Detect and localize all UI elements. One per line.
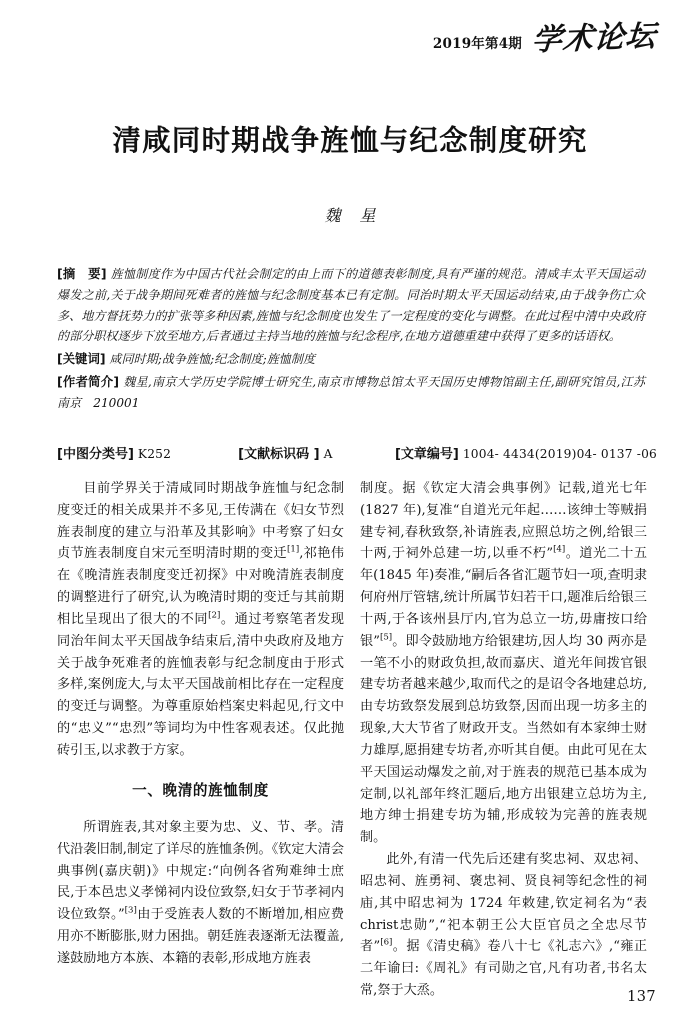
intro-text-b: ,祁艳伟在《晚清旌表制度变迁初探》中对晚清旌表制度的调整进行了研究,认为晚清时期的变迁与其前期相比呈现出了很大的不同 — [57, 546, 344, 627]
intro-text-c: 。通过考察笔者发现同治年间太平天国战争结束后,清中央政府及地方关于战争死难者的旌恤表彰与纪念制度由于形式多样,案例庞大,与太平天国战前相比存在一定程度的变迁与调整。为尊重原始档案史料起见,行文中的“忠义”“忠烈”等词均为中性客观表述。仅此抛砖引玉,以求教于方家。 — [57, 611, 344, 758]
section1-p2-text-b: 。据《清史稿》卷八十七《礼志六》,“雍正二年谕曰:《周礼》有司勋之官,凡有功者,书名太常,祭于大烝。 — [360, 939, 647, 999]
keywords-text: 咸同时期;战争旌恤;纪念制度;旌恤制度 — [109, 352, 316, 367]
running-head — [432, 18, 658, 59]
author-bio-label: [作者简介] — [57, 373, 120, 389]
article-number — [395, 443, 657, 462]
abstract-label: [摘 要] — [57, 266, 107, 281]
reference-marker-2: [2] — [208, 610, 221, 621]
article-number-value: 1004- 4434(2019)04- 0137 -06 — [462, 447, 657, 461]
abstract-text: 旌恤制度作为中国古代社会制定的由上而下的道德表彰制度,具有严谨的规范。清咸丰太平天国运动爆发之前,关于战争期间死难者的旌恤与纪念制度基本已有定制。同治时期太平天国运动结束,由于战争伤亡众多、地方督抚势力的扩张等多种因素,旌恤与纪念制度也发生了一定程度的变化与调整。在此过程中清中央政府的部分职权逐步下放至地方,后者通过主持当地的旌恤与纪念程序,在地方道德重建中获得了更多的话语权。 — [57, 267, 645, 344]
author-bio-paragraph — [57, 371, 658, 414]
section1-text-a: 所谓旌表,其对象主要为忠、义、节、孝。清代沿袭旧制,制定了详尽的旌恤条例。《钦定大清会典事例(嘉庆朝)》中规定:“向例各省殉难绅士庶民,于本邑忠义孝悌祠内设位致祭,妇女于节孝祠内设位致祭。” — [57, 819, 344, 923]
paragraph-section1-2 — [360, 849, 647, 1002]
right-column — [360, 478, 647, 998]
clc-value: K252 — [137, 447, 172, 461]
reference-marker-3: [3] — [124, 905, 137, 916]
clc-number — [57, 443, 238, 462]
keywords-paragraph — [57, 348, 645, 370]
intro-text-a: 目前学界关于清咸同时期战争旌恤与纪念制度变迁的相关成果并不多见,王传满在《妇女节烈旌表制度的建立与沿革及其影响》中考察了妇女贞节旌表制度自宋元至明清时期的变迁 — [57, 481, 344, 562]
document-code-value: A — [323, 447, 333, 461]
issue-label: 2019年第4期 — [432, 35, 522, 52]
left-column — [57, 478, 344, 998]
journal-name-logo: 学术论坛 — [530, 18, 658, 59]
author-bio-text: 魏星,南京大学历史学院博士研究生,南京市博物总馆太平天国历史博物馆副主任,副研究馆员,江苏 南京 210001 — [57, 374, 658, 410]
section1-cont-text-c: 。即令鼓励地方给银建坊,因人均 30 两亦是一笔不小的财政负担,故而嘉庆、道光年间拨官银建专坊者越来越少,取而代之的是诏令各地建总坊,由专坊致祭发展到总坊致祭,因而出现一坊多主的现象,大大节省了财政开支。当然如有本家绅士财力雄厚,愿捐建专坊者,亦听其自便。由此可见在太平天国运动爆发之前,对于旌表的规范已基本成为定制,以礼部年终汇题后,地方出银建立总坊为主,地方绅士捐建专坊为辅,形成较为完善的旌表规制。 — [360, 633, 647, 846]
section-heading-1: 一、晚清的旌恤制度 — [132, 781, 269, 799]
section1-cont-text-a: 制度。据《钦定大清会典事例》记载,道光七年(1827 年),复准“自道光元年起……该绅士等贼捐建专祠,春秋致祭,补请旌表,应照总坊之例,给银三十两,于祠外总建一坊,以垂不朽” — [360, 481, 647, 562]
paragraph-intro — [57, 478, 344, 762]
article-title: 清咸同时期战争旌恤与纪念制度研究 — [112, 124, 588, 157]
paragraph-section1-continued — [360, 478, 647, 849]
reference-marker-4: [4] — [553, 545, 566, 556]
reference-marker-6: [6] — [380, 938, 393, 949]
document-code — [238, 443, 395, 462]
article-author: 魏 星 — [324, 206, 383, 225]
document-code-label: [文献标识码 ] — [238, 447, 320, 462]
paragraph-section1-1 — [57, 817, 344, 970]
keywords-label: [关键词] — [57, 351, 106, 367]
abstract-block — [57, 263, 658, 414]
abstract-paragraph — [57, 263, 645, 347]
section1-cont-text-b: 。道光二十五年(1845 年)奏准,“嗣后各省汇题节妇一项,查明隶何府州厅管辖,统计所属节妇若干口,题准后给银三十两,于各该州县厅内,官为总立一坊,毋庸按口给银” — [360, 546, 647, 649]
classification-row — [57, 443, 657, 462]
reference-marker-5: [5] — [379, 632, 393, 643]
section1-text-b: 由于受旌表人数的不断增加,相应费用亦不断膨胀,财力困拙。朝廷旌表逐渐无法覆盖,遂鼓励地方本族、本籍的表彰,形成地方旌表 — [57, 907, 344, 966]
body-columns — [57, 478, 647, 998]
article-number-label: [文章编号] — [394, 447, 459, 462]
page-number: 137 — [627, 989, 656, 1005]
reference-marker-1: [1] — [287, 545, 300, 556]
clc-label: [中图分类号] — [57, 447, 134, 462]
section1-p2-text-a: 此外,有清一代先后还建有奖忠祠、双忠祠、昭忠祠、旌勇祠、褒忠祠、贤良祠等纪念性的祠庙,其中昭忠祠为 1724 年敕建,钦定祠名为“表christ忠勋”,“祀本朝王公大臣官员之全忠尽节者” — [360, 852, 647, 955]
